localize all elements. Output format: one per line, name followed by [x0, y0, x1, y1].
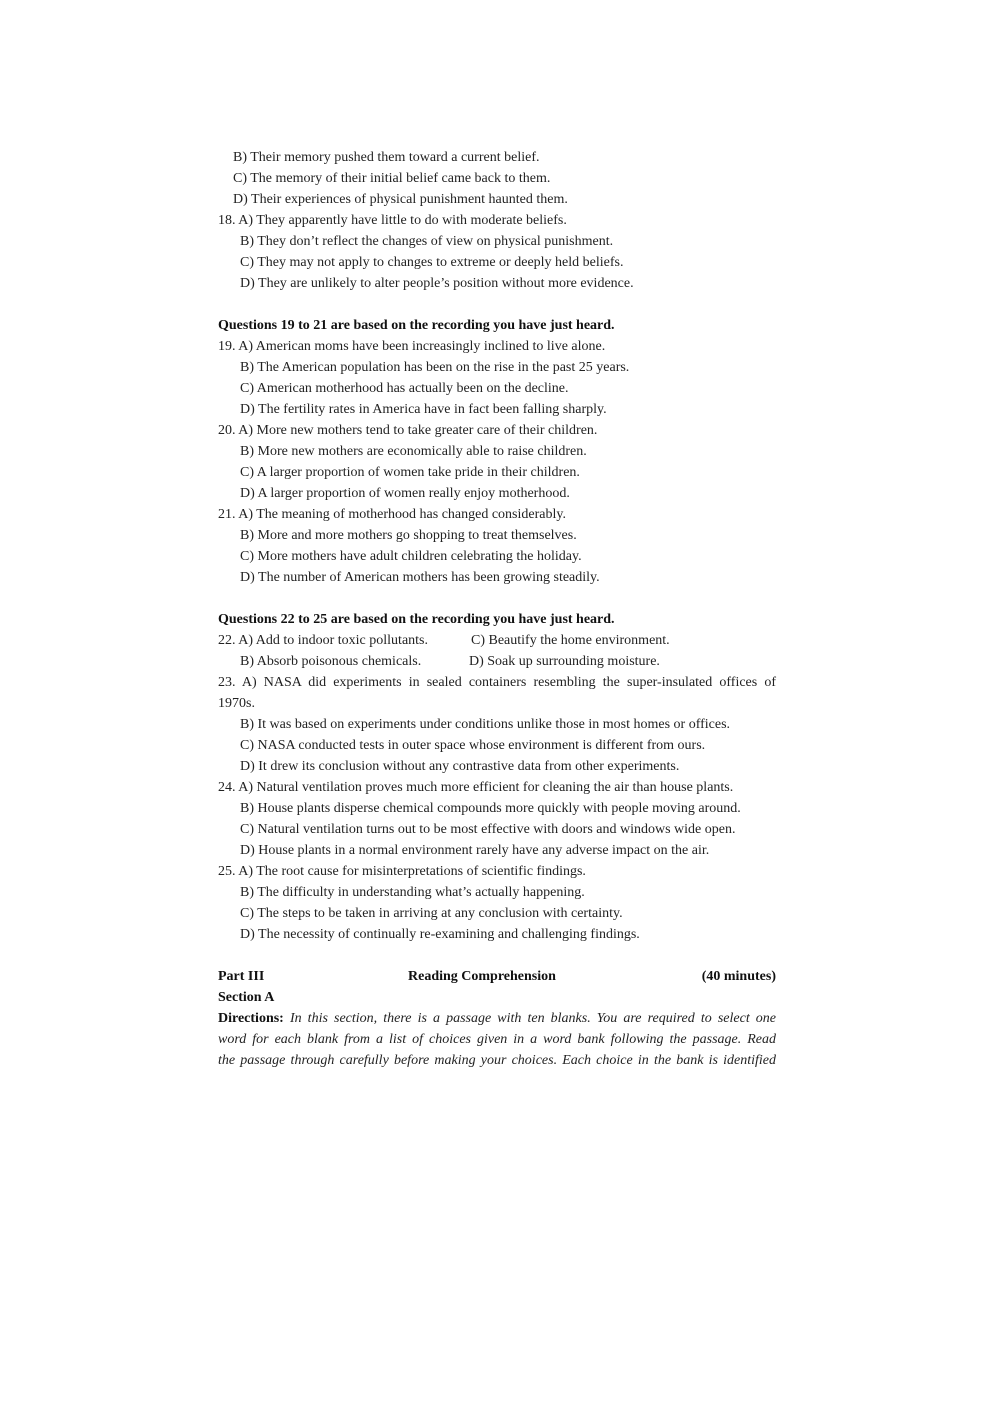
- directions-text: the passage through carefully before making your choices. Each choice in the bank is identified: [218, 1053, 776, 1068]
- option-text: B) More new mothers are economically able to raise children.: [240, 444, 587, 459]
- option-text: D) The fertility rates in America have in fact been falling sharply.: [240, 402, 607, 417]
- option-text: C) Natural ventilation turns out to be most effective with doors and windows wide open.: [240, 822, 736, 837]
- section-heading: Questions 19 to 21 are based on the recording you have just heard.: [218, 318, 615, 333]
- option-text: D) The number of American mothers has been growing steadily.: [240, 570, 600, 585]
- option-text: C) More mothers have adult children celebrating the holiday.: [240, 549, 582, 564]
- option-text: C) The memory of their initial belief came back to them.: [233, 171, 551, 186]
- option-text: D) A larger proportion of women really enjoy motherhood.: [240, 486, 570, 501]
- option-text: 22. A) Add to indoor toxic pollutants.: [218, 633, 428, 648]
- option-text: C) The steps to be taken in arriving at any conclusion with certainty.: [240, 906, 623, 921]
- option-text: 1970s.: [218, 696, 255, 711]
- option-text: C) NASA conducted tests in outer space whose environment is different from ours.: [240, 738, 706, 753]
- option-text: B) Their memory pushed them toward a current belief.: [233, 150, 540, 165]
- part-title: Reading Comprehension: [408, 969, 556, 984]
- option-text: B) More and more mothers go shopping to treat themselves.: [240, 528, 577, 543]
- section-heading: Questions 22 to 25 are based on the recording you have just heard.: [218, 612, 615, 627]
- option-text: 18. A) They apparently have little to do with moderate beliefs.: [218, 213, 567, 228]
- option-text: D) It drew its conclusion without any contrastive data from other experiments.: [240, 759, 680, 774]
- option-text: C) They may not apply to changes to extreme or deeply held beliefs.: [240, 255, 624, 270]
- option-text: B) House plants disperse chemical compounds more quickly with people moving around.: [240, 801, 741, 816]
- part-time: (40 minutes): [701, 969, 776, 984]
- option-text: C) Beautify the home environment.: [471, 633, 670, 648]
- option-text: 23. A) NASA did experiments in sealed containers resembling the super-insulated offices of: [218, 675, 776, 690]
- option-text: D) House plants in a normal environment rarely have any adverse impact on the air.: [240, 843, 710, 858]
- option-text: C) American motherhood has actually been on the decline.: [240, 381, 569, 396]
- directions-text: word for each blank from a list of choices given in a word bank following the passage. Read: [218, 1032, 776, 1047]
- option-text: 24. A) Natural ventilation proves much more efficient for cleaning the air than house plants.: [218, 780, 734, 795]
- directions-text: In this section, there is a passage with ten blanks. You are required to select one: [289, 1011, 776, 1026]
- option-text: D) They are unlikely to alter people’s position without more evidence.: [240, 276, 634, 291]
- option-text: 21. A) The meaning of motherhood has changed considerably.: [218, 507, 566, 522]
- option-text: B) Absorb poisonous chemicals.: [240, 654, 422, 669]
- option-text: 25. A) The root cause for misinterpretations of scientific findings.: [218, 864, 586, 879]
- option-text: B) They don’t reflect the changes of view on physical punishment.: [240, 234, 614, 249]
- option-text: 20. A) More new mothers tend to take greater care of their children.: [218, 423, 598, 438]
- option-text: B) The American population has been on the rise in the past 25 years.: [240, 360, 630, 375]
- part-label: Part III: [218, 969, 265, 984]
- option-text: B) The difficulty in understanding what’s actually happening.: [240, 885, 585, 900]
- option-text: D) Their experiences of physical punishment haunted them.: [233, 192, 568, 207]
- option-text: 19. A) American moms have been increasingly inclined to live alone.: [218, 339, 606, 354]
- option-text: C) A larger proportion of women take pride in their children.: [240, 465, 580, 480]
- option-text: B) It was based on experiments under conditions unlike those in most homes or offices.: [240, 717, 731, 732]
- directions-label: Directions:: [218, 1011, 284, 1026]
- option-text: D) Soak up surrounding moisture.: [469, 654, 660, 669]
- section-label: Section A: [218, 990, 275, 1005]
- option-text: D) The necessity of continually re-examining and challenging findings.: [240, 927, 640, 942]
